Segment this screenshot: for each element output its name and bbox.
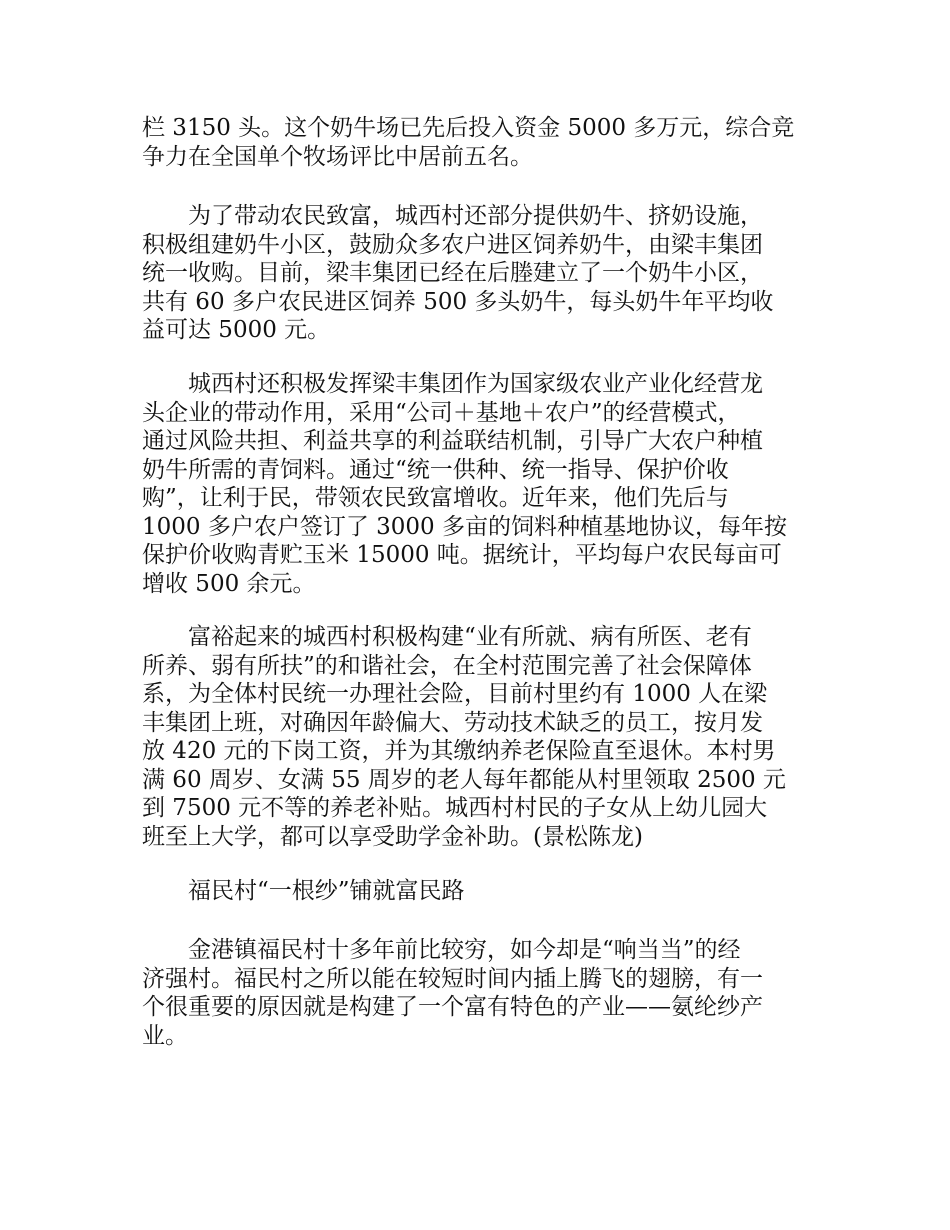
text-line: 所养、弱有所扶”的和谐社会，在全村范围完善了社会保障体 bbox=[142, 652, 752, 679]
text-line: 奶牛所需的青饲料。通过“统一供种、统一指导、保护价收 bbox=[142, 456, 729, 483]
text-line: 购”，让利于民，带领农民致富增收。近年来，他们先后与 bbox=[142, 485, 729, 511]
paragraph-cow-district bbox=[142, 202, 812, 345]
text-line: 丰集团上班，对确因年龄偏大、劳动技术缺乏的员工，按月发 bbox=[142, 709, 763, 736]
paragraph-social-security bbox=[142, 623, 812, 851]
text-line: 通过风险共担、利益共享的利益联结机制，引导广大农户种植 bbox=[142, 428, 763, 454]
text-line: 福民村“一根纱”铺就富民路 bbox=[142, 878, 465, 904]
paragraph-company-base-farmer bbox=[142, 370, 812, 598]
text-line: 1000 多户农户签订了 3000 多亩的饲料种植基地协议，每年按 bbox=[142, 513, 787, 540]
text-line: 为了带动农民致富，城西村还部分提供奶牛、挤奶设施， bbox=[142, 203, 763, 229]
text-line: 益可达 5000 元。 bbox=[142, 317, 331, 343]
text-line: 保护价收购青贮玉米 15000 吨。据统计，平均每户农民每亩可 bbox=[142, 542, 782, 568]
text-line: 争力在全国单个牧场评比中居前五名。 bbox=[142, 143, 533, 170]
text-line: 头企业的带动作用，采用“公司＋基地＋农户”的经营模式， bbox=[142, 399, 741, 426]
text-line: 个很重要的原因就是构建了一个富有特色的产业——氨纶纱产 bbox=[142, 994, 763, 1020]
text-line: 富裕起来的城西村积极构建“业有所就、病有所医、老有 bbox=[142, 624, 752, 650]
text-line: 班至上大学，都可以享受助学金补助。(景松陈龙) bbox=[142, 823, 643, 850]
text-line: 积极组建奶牛小区，鼓励众多农户进区饲养奶牛，由梁丰集团 bbox=[142, 231, 763, 258]
text-line: 统一收购。目前，梁丰集团已经在后塍建立了一个奶牛小区， bbox=[142, 260, 763, 286]
text-line: 共有 60 多户农民进区饲养 500 多头奶牛，每头奶牛年平均收 bbox=[142, 288, 774, 315]
text-line: 城西村还积极发挥梁丰集团作为国家级农业产业化经营龙 bbox=[142, 371, 763, 397]
text-line: 到 7500 元不等的养老补贴。城西村村民的子女从上幼儿园大 bbox=[142, 795, 768, 821]
text-line: 业。 bbox=[142, 1022, 188, 1049]
text-line: 金港镇福民村十多年前比较穷，如今却是“响当当”的经 bbox=[142, 937, 741, 963]
text-line: 济强村。福民村之所以能在较短时间内插上腾飞的翅膀，有一 bbox=[142, 965, 763, 992]
text-line: 满 60 周岁、女满 55 周岁的老人每年都能从村里领取 2500 元 bbox=[142, 766, 786, 793]
paragraph-fumin-village-intro bbox=[142, 936, 812, 1050]
text-line: 系，为全体村民统一办理社会险，目前村里约有 1000 人在梁 bbox=[142, 681, 768, 707]
section-heading-fumin-village bbox=[142, 877, 812, 906]
text-line: 增收 500 余元。 bbox=[142, 570, 316, 597]
text-line: 栏 3150 头。这个奶牛场已先后投入资金 5000 多万元，综合竞 bbox=[142, 115, 795, 141]
paragraph-dairy-farm-investment bbox=[142, 114, 812, 171]
text-line: 放 420 元的下岗工资，并为其缴纳养老保险直至退休。本村男 bbox=[142, 738, 776, 764]
